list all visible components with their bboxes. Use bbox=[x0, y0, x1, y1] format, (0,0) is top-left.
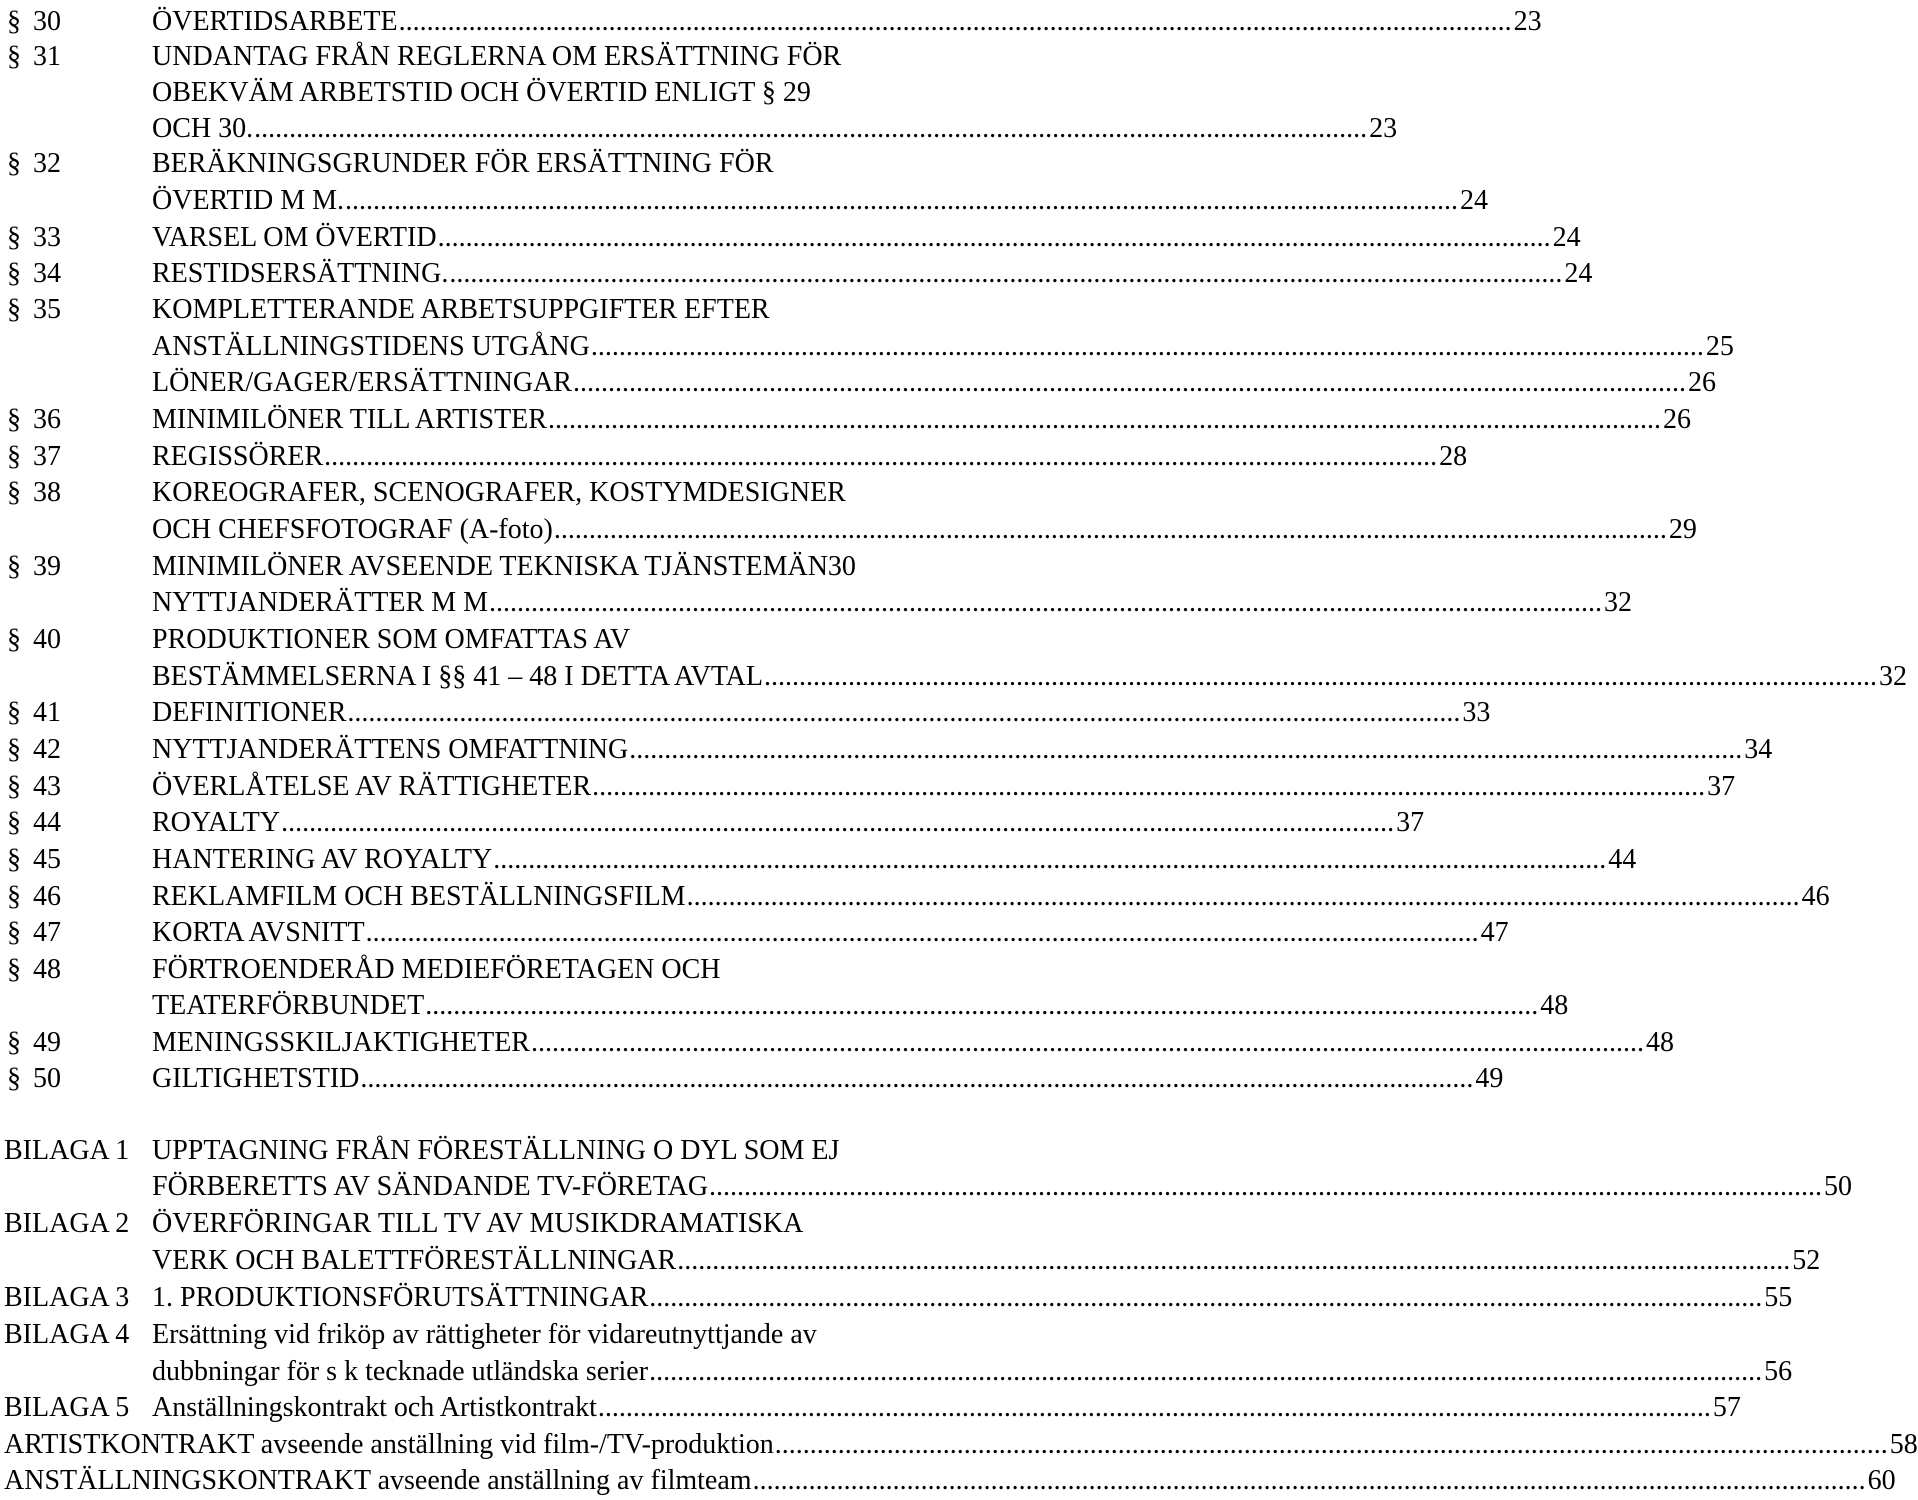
section-sign: § bbox=[7, 41, 21, 72]
section-sign: § bbox=[7, 734, 21, 765]
entry-title: ÖVERTID M M. bbox=[152, 185, 344, 216]
dot-leader: ............................................................................................................................................................... bbox=[764, 661, 1878, 692]
page-number: 48 bbox=[1540, 990, 1569, 1021]
entry-title: ÖVERFÖRINGAR TILL TV AV MUSIKDRAMATISKA bbox=[152, 1208, 804, 1239]
appendix-label: BILAGA 3 bbox=[4, 1282, 130, 1313]
dot-leader: ............................................................................................................................................................... bbox=[590, 331, 1704, 362]
entry-title: NYTTJANDERÄTTER M M bbox=[152, 587, 488, 618]
page-number: 49 bbox=[1475, 1063, 1504, 1094]
toc-row[interactable] bbox=[0, 328, 1734, 365]
section-sign: § bbox=[7, 771, 21, 802]
toc-row[interactable] bbox=[0, 621, 960, 658]
entry-title: MENINGSSKILJAKTIGHETER bbox=[152, 1027, 530, 1058]
entry-title: ARTISTKONTRAKT avseende anställning vid film-/TV-produktion bbox=[4, 1429, 774, 1460]
toc-entry-line bbox=[152, 914, 1509, 951]
toc-row[interactable] bbox=[0, 951, 960, 988]
entry-title: RESTIDSERSÄTTNING. bbox=[152, 258, 449, 289]
page-number: 37 bbox=[1396, 807, 1425, 838]
section-sign: § bbox=[7, 917, 21, 948]
toc-entry-line bbox=[152, 804, 1425, 841]
entry-title: HANTERING AV ROYALTY bbox=[152, 844, 493, 875]
toc-entry-line bbox=[152, 1353, 1793, 1390]
toc-entry-line bbox=[152, 219, 1581, 256]
toc-row[interactable] bbox=[0, 401, 1691, 438]
toc-entry-line bbox=[152, 548, 955, 585]
page-number: 33 bbox=[1462, 697, 1491, 728]
dot-leader: ............................................................................................................................................................... bbox=[752, 1465, 1866, 1496]
toc-row[interactable] bbox=[0, 219, 1581, 256]
page-number: 52 bbox=[1792, 1245, 1821, 1276]
section-number: 44 bbox=[33, 807, 61, 838]
toc-row[interactable] bbox=[0, 74, 960, 111]
page-number: 23 bbox=[1369, 113, 1398, 144]
toc-entry-line bbox=[4, 1426, 1918, 1463]
section-number: 45 bbox=[33, 844, 61, 875]
dot-leader: ............................................................................................................................................................... bbox=[592, 771, 1706, 802]
toc-row[interactable] bbox=[0, 1353, 1793, 1390]
toc-row[interactable] bbox=[0, 291, 960, 328]
entry-title: MINIMILÖNER TILL ARTISTER bbox=[152, 404, 547, 435]
dot-leader: ............................................................................................................................................................... bbox=[360, 1063, 1474, 1094]
toc-entry-line bbox=[152, 768, 1736, 805]
entry-title: REKLAMFILM OCH BESTÄLLNINGSFILM bbox=[152, 881, 686, 912]
toc-entry-line bbox=[152, 1132, 955, 1169]
section-number: 37 bbox=[33, 441, 61, 472]
dot-leader: ............................................................................................................................................................... bbox=[281, 807, 1395, 838]
section-sign: § bbox=[7, 294, 21, 325]
section-sign: § bbox=[7, 222, 21, 253]
entry-title: Ersättning vid friköp av rättigheter för vidareutnyttjande av bbox=[152, 1319, 817, 1350]
toc-row[interactable] bbox=[0, 1205, 960, 1242]
dot-leader: ............................................................................................................................................................... bbox=[573, 367, 1686, 398]
entry-title: UPPTAGNING FRÅN FÖRESTÄLLNING O DYL SOM EJ bbox=[152, 1135, 840, 1166]
entry-title: VERK OCH BALETTFÖRESTÄLLNINGAR bbox=[152, 1245, 677, 1276]
toc-entry-line bbox=[152, 1168, 1853, 1205]
toc-row[interactable] bbox=[0, 364, 1716, 401]
toc-row[interactable] bbox=[0, 474, 960, 511]
section-sign: § bbox=[7, 844, 21, 875]
toc-row[interactable] bbox=[0, 38, 960, 75]
section-sign: § bbox=[7, 881, 21, 912]
section-sign: § bbox=[7, 441, 21, 472]
dot-leader: ............................................................................................................................................................... bbox=[425, 990, 1539, 1021]
toc-row[interactable] bbox=[0, 1132, 960, 1169]
entry-title: 1. PRODUKTIONSFÖRUTSÄTTNINGAR bbox=[152, 1282, 649, 1313]
toc-row[interactable] bbox=[0, 1426, 1918, 1463]
entry-title: TEATERFÖRBUNDET bbox=[152, 990, 425, 1021]
page-number: 44 bbox=[1608, 844, 1637, 875]
page-number: 24 bbox=[1552, 222, 1581, 253]
dot-leader: ............................................................................................................................................................... bbox=[709, 1171, 1823, 1202]
entry-title: REGISSÖRER bbox=[152, 441, 324, 472]
appendix-label: BILAGA 5 bbox=[4, 1392, 130, 1423]
toc-entry-line bbox=[152, 182, 1488, 219]
page-number: 56 bbox=[1764, 1356, 1793, 1387]
entry-title: ÖVERTIDSARBETE bbox=[152, 6, 398, 37]
page-number: 37 bbox=[1707, 771, 1736, 802]
section-sign: § bbox=[7, 954, 21, 985]
entry-title: BESTÄMMELSERNA I §§ 41 – 48 I DETTA AVTAL bbox=[152, 661, 764, 692]
toc-row[interactable] bbox=[0, 841, 1637, 878]
section-number: 38 bbox=[33, 477, 61, 508]
dot-leader: ............................................................................................................................................................... bbox=[553, 514, 1667, 545]
entry-title: NYTTJANDERÄTTENS OMFATTNING bbox=[152, 734, 629, 765]
page-number: 57 bbox=[1712, 1392, 1741, 1423]
toc-row[interactable] bbox=[0, 145, 960, 182]
dot-leader: ............................................................................................................................................................... bbox=[530, 1027, 1644, 1058]
toc-entry-line bbox=[152, 987, 1569, 1024]
section-sign: § bbox=[7, 6, 21, 37]
toc-entry-line bbox=[152, 1242, 1821, 1279]
toc-entry-line bbox=[152, 74, 955, 111]
toc-row[interactable] bbox=[0, 1279, 1793, 1316]
dot-leader: ............................................................................................................................................................... bbox=[629, 734, 1743, 765]
page-number: 26 bbox=[1688, 367, 1716, 398]
toc-row[interactable] bbox=[0, 438, 1468, 475]
toc-entry-line bbox=[152, 658, 1908, 695]
section-sign: § bbox=[7, 697, 21, 728]
dot-leader: ............................................................................................................................................................... bbox=[437, 222, 1551, 253]
toc-entry-line bbox=[152, 38, 955, 75]
section-number: 42 bbox=[33, 734, 61, 765]
entry-title: OCH CHEFSFOTOGRAF (A-foto) bbox=[152, 514, 553, 545]
toc-entry-line bbox=[152, 328, 1734, 365]
entry-title: dubbningar för s k tecknade utländska serier bbox=[152, 1356, 649, 1387]
section-sign: § bbox=[7, 148, 21, 179]
toc-entry-line bbox=[152, 841, 1637, 878]
toc-entry-line bbox=[152, 694, 1491, 731]
entry-title: KOMPLETTERANDE ARBETSUPPGIFTER EFTER bbox=[152, 294, 770, 325]
toc-row[interactable] bbox=[0, 3, 1542, 40]
toc-row[interactable] bbox=[0, 1389, 1741, 1426]
page-number: 50 bbox=[1824, 1171, 1853, 1202]
toc-row[interactable] bbox=[0, 731, 1773, 768]
page-number: 60 bbox=[1867, 1465, 1896, 1496]
toc-entry-line bbox=[152, 438, 1468, 475]
page-number: 24 bbox=[1459, 185, 1488, 216]
page-number: 48 bbox=[1645, 1027, 1674, 1058]
dot-leader: ............................................................................................................................................................... bbox=[547, 404, 1661, 435]
toc-entry-line bbox=[152, 110, 1398, 147]
entry-title: ANSTÄLLNINGSKONTRAKT avseende anställning av filmteam bbox=[4, 1465, 752, 1496]
toc-row[interactable] bbox=[0, 768, 1736, 805]
toc-row[interactable] bbox=[0, 548, 960, 585]
toc-entry-line bbox=[152, 1060, 1504, 1097]
entry-title: FÖRTROENDERÅD MEDIEFÖRETAGEN OCH bbox=[152, 954, 721, 985]
toc-row[interactable] bbox=[0, 1316, 960, 1353]
entry-title: FÖRBERETTS AV SÄNDANDE TV-FÖRETAG bbox=[152, 1171, 709, 1202]
section-sign: § bbox=[7, 258, 21, 289]
page-number: 25 bbox=[1705, 331, 1734, 362]
page-number: 32 bbox=[1879, 661, 1908, 692]
toc-entry-line bbox=[152, 951, 955, 988]
dot-leader: ............................................................................................................................................................... bbox=[597, 1392, 1711, 1423]
toc-entry-line bbox=[152, 401, 1691, 438]
page-number: 29 bbox=[1668, 514, 1697, 545]
toc-row[interactable] bbox=[0, 511, 1697, 548]
entry-title: BERÄKNINGSGRUNDER FÖR ERSÄTTNING FÖR bbox=[152, 148, 774, 179]
entry-title: Anställningskontrakt och Artistkontrakt bbox=[152, 1392, 597, 1423]
entry-title: GILTIGHETSTID bbox=[152, 1063, 360, 1094]
entry-title: OCH 30. bbox=[152, 113, 254, 144]
toc-row[interactable] bbox=[0, 694, 1491, 731]
toc-row[interactable] bbox=[0, 1242, 1821, 1279]
entry-title: LÖNER/GAGER/ERSÄTTNINGAR bbox=[152, 367, 572, 398]
toc-entry-line bbox=[152, 474, 955, 511]
section-sign: § bbox=[7, 404, 21, 435]
page-number: 55 bbox=[1764, 1282, 1793, 1313]
page-number: 32 bbox=[1604, 587, 1632, 618]
toc-entry-line bbox=[152, 1316, 955, 1353]
toc-row[interactable] bbox=[0, 584, 1632, 621]
toc-row[interactable] bbox=[0, 1060, 1504, 1097]
section-number: 30 bbox=[33, 6, 61, 37]
toc-row[interactable] bbox=[0, 182, 1488, 219]
dot-leader: ............................................................................................................................................................... bbox=[493, 844, 1607, 875]
toc-row[interactable] bbox=[0, 1024, 1674, 1061]
toc-row[interactable] bbox=[0, 1168, 1853, 1205]
section-number: 34 bbox=[33, 258, 61, 289]
section-sign: § bbox=[7, 807, 21, 838]
entry-title: VARSEL OM ÖVERTID bbox=[152, 222, 437, 253]
section-number: 36 bbox=[33, 404, 61, 435]
section-number: 40 bbox=[33, 624, 61, 655]
dot-leader: ............................................................................................................................................................... bbox=[398, 6, 1512, 37]
entry-title: ÖVERLÅTELSE AV RÄTTIGHETER bbox=[152, 771, 592, 802]
section-number: 47 bbox=[33, 917, 61, 948]
section-sign: § bbox=[7, 1027, 21, 1058]
toc-row[interactable] bbox=[0, 914, 1509, 951]
entry-title: PRODUKTIONER SOM OMFATTAS AV bbox=[152, 624, 631, 655]
dot-leader: ............................................................................................................................................................... bbox=[774, 1429, 1888, 1460]
toc-entry-line bbox=[4, 1462, 1896, 1499]
entry-title: MINIMILÖNER AVSEENDE TEKNISKA TJÄNSTEMÄN30 bbox=[152, 551, 856, 582]
dot-leader: ............................................................................................................................................................... bbox=[365, 917, 1479, 948]
section-number: 41 bbox=[33, 697, 61, 728]
appendix-label: BILAGA 1 bbox=[4, 1135, 130, 1166]
page-number: 58 bbox=[1889, 1429, 1918, 1460]
section-number: 39 bbox=[33, 551, 61, 582]
toc-entry-line bbox=[152, 1024, 1674, 1061]
toc-row[interactable] bbox=[0, 255, 1593, 292]
page-number: 26 bbox=[1662, 404, 1691, 435]
entry-title: KOREOGRAFER, SCENOGRAFER, KOSTYMDESIGNER bbox=[152, 477, 846, 508]
section-number: 50 bbox=[33, 1063, 61, 1094]
toc-entry-line bbox=[152, 255, 1593, 292]
dot-leader: ............................................................................................................................................................... bbox=[347, 697, 1461, 728]
toc-row[interactable] bbox=[0, 1462, 1896, 1499]
section-sign: § bbox=[7, 1063, 21, 1094]
entry-title: DEFINITIONER bbox=[152, 697, 347, 728]
section-number: 49 bbox=[33, 1027, 61, 1058]
entry-title: ROYALTY bbox=[152, 807, 281, 838]
toc-entry-line bbox=[152, 1389, 1741, 1426]
page-number: 34 bbox=[1744, 734, 1773, 765]
toc-entry-line bbox=[152, 878, 1830, 915]
toc-entry-line bbox=[152, 584, 1632, 621]
toc-entry-line bbox=[152, 3, 1542, 40]
section-number: 32 bbox=[33, 148, 61, 179]
entry-title: ANSTÄLLNINGSTIDENS UTGÅNG bbox=[152, 331, 590, 362]
dot-leader: ............................................................................................................................................................... bbox=[254, 113, 1368, 144]
toc-entry-line bbox=[152, 731, 1773, 768]
section-number: 35 bbox=[33, 294, 61, 325]
toc-entry-line bbox=[152, 1279, 1793, 1316]
section-number: 33 bbox=[33, 222, 61, 253]
toc-row[interactable] bbox=[0, 804, 1425, 841]
section-number: 31 bbox=[33, 41, 61, 72]
section-number: 43 bbox=[33, 771, 61, 802]
toc-entry-line bbox=[152, 145, 955, 182]
toc-entry-line bbox=[152, 291, 955, 328]
section-number: 48 bbox=[33, 954, 61, 985]
entry-title: UNDANTAG FRÅN REGLERNA OM ERSÄTTNING FÖR bbox=[152, 41, 842, 72]
page-number: 28 bbox=[1439, 441, 1468, 472]
dot-leader: ............................................................................................................................................................... bbox=[686, 881, 1800, 912]
toc-entry-line bbox=[152, 1205, 955, 1242]
entry-title: OBEKVÄM ARBETSTID OCH ÖVERTID ENLIGT § 29 bbox=[152, 77, 811, 108]
page-number: 47 bbox=[1480, 917, 1509, 948]
page-number: 23 bbox=[1513, 6, 1542, 37]
entry-title: KORTA AVSNITT bbox=[152, 917, 365, 948]
page-number: 24 bbox=[1564, 258, 1593, 289]
section-sign: § bbox=[7, 477, 21, 508]
toc-row[interactable] bbox=[0, 110, 1398, 147]
dot-leader: ............................................................................................................................................................... bbox=[649, 1356, 1763, 1387]
section-sign: § bbox=[7, 624, 21, 655]
dot-leader: ............................................................................................................................................................... bbox=[677, 1245, 1791, 1276]
page-number: 46 bbox=[1801, 881, 1830, 912]
appendix-label: BILAGA 2 bbox=[4, 1208, 130, 1239]
toc-entry-line bbox=[152, 511, 1697, 548]
toc-row[interactable] bbox=[0, 987, 1569, 1024]
dot-leader: ............................................................................................................................................................... bbox=[489, 587, 1602, 618]
section-sign: § bbox=[7, 551, 21, 582]
dot-leader: ............................................................................................................................................................... bbox=[324, 441, 1438, 472]
toc-entry-line bbox=[152, 621, 955, 658]
appendix-label: BILAGA 4 bbox=[4, 1319, 130, 1350]
toc-row[interactable] bbox=[0, 658, 1908, 695]
dot-leader: ............................................................................................................................................................... bbox=[649, 1282, 1763, 1313]
dot-leader: ............................................................................................................................................................... bbox=[344, 185, 1458, 216]
toc-entry-line bbox=[152, 364, 1716, 401]
section-number: 46 bbox=[33, 881, 61, 912]
dot-leader: ............................................................................................................................................................... bbox=[449, 258, 1563, 289]
toc-row[interactable] bbox=[0, 878, 1830, 915]
